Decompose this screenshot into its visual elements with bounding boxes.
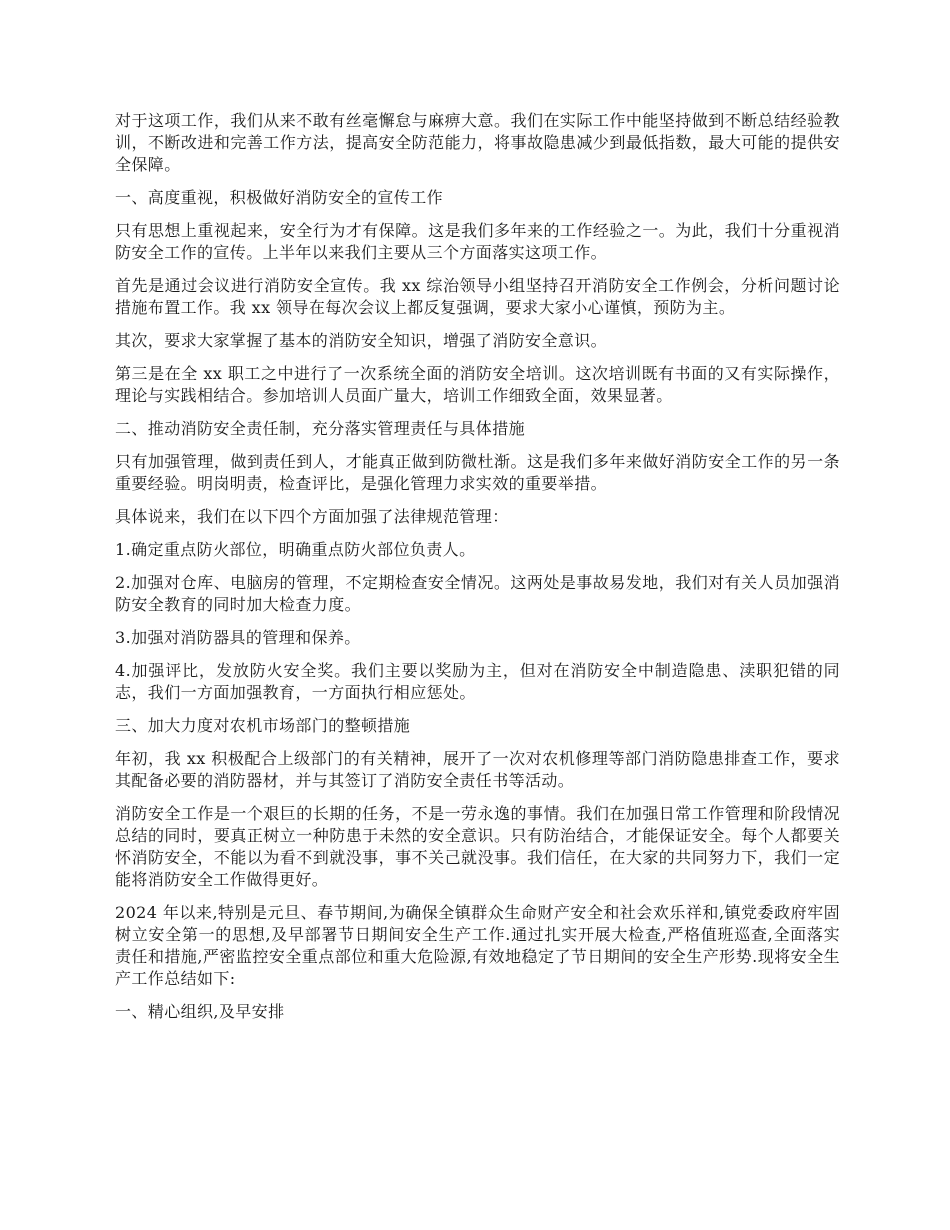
section-heading-2: 二、推动消防安全责任制，充分落实管理责任与具体措施 bbox=[115, 419, 526, 438]
paragraph: 年初，我 xx 积极配合上级部门的有关精神，展开了一次对农机修理等部门消防隐患排查工作，要求其配备必要的消防器材，并与其签订了消防安全责任书等活动。 bbox=[115, 749, 840, 790]
list-item: 2.加强对仓库、电脑房的管理，不定期检查安全情况。这两处是事故易发地，我们对有关人员加强消防安全教育的同时加大检查力度。 bbox=[115, 573, 840, 614]
section-heading-4: 一、精心组织,及早安排 bbox=[115, 1002, 285, 1021]
paragraph-intro: 对于这项工作，我们从来不敢有丝毫懈怠与麻痹大意。我们在实际工作中能坚持做到不断总结经验教训，不断改进和完善工作方法，提高安全防范能力，将事故隐患减少到最低指数，最大可能的提供安全保障。 bbox=[115, 111, 840, 174]
paragraph: 消防安全工作是一个艰巨的长期的任务，不是一劳永逸的事情。我们在加强日常工作管理和阶段情况总结的同时，要真正树立一种防患于未然的安全意识。只有防治结合，才能保证安全。每个人都要关怀消防安全，不能以为看不到就没事，事不关己就没事。我们信任，在大家的共同努力下，我们一定能将消防安全工作做得更好。 bbox=[115, 804, 840, 889]
paragraph: 具体说来，我们在以下四个方面加强了法律规范管理： bbox=[115, 507, 509, 526]
section-heading-3: 三、加大力度对农机市场部门的整顿措施 bbox=[115, 716, 411, 735]
paragraph: 只有加强管理，做到责任到人，才能真正做到防微杜渐。这是我们多年来做好消防安全工作的另一条重要经验。明岗明责，检查评比，是强化管理力求实效的重要举措。 bbox=[115, 452, 840, 493]
paragraph: 其次，要求大家掌握了基本的消防安全知识，增强了消防安全意识。 bbox=[115, 331, 608, 350]
document-body bbox=[115, 110, 840, 1034]
paragraph: 首先是通过会议进行消防安全宣传。我 xx 综治领导小组坚持召开消防安全工作例会，分析问题讨论措施布置工作。我 xx 领导在每次会议上都反复强调，要求大家小心谨慎，预防为主。 bbox=[115, 276, 840, 317]
section-heading-1: 一、高度重视，积极做好消防安全的宣传工作 bbox=[115, 188, 444, 207]
paragraph: 只有思想上重视起来，安全行为才有保障。这是我们多年来的工作经验之一。为此，我们十分重视消防安全工作的宣传。上半年以来我们主要从三个方面落实这项工作。 bbox=[115, 221, 840, 262]
list-item: 3.加强对消防器具的管理和保养。 bbox=[115, 628, 361, 647]
list-item: 1.确定重点防火部位，明确重点防火部位负责人。 bbox=[115, 540, 476, 559]
paragraph: 2024 年以来,特别是元旦、春节期间,为确保全镇群众生命财产安全和社会欢乐祥和,镇党委政府牢固树立安全第一的思想,及早部署节日期间安全生产工作.通过扎实开展大检查,严格值班巡查,全面落实责任和措施,严密监控安全重点部位和重大危险源,有效地稳定了节日期间的安全生产形势.现将安全生产工作总结如下: bbox=[115, 903, 840, 988]
paragraph: 第三是在全 xx 职工之中进行了一次系统全面的消防安全培训。这次培训既有书面的又有实际操作，理论与实践相结合。参加培训人员面广量大，培训工作细致全面，效果显著。 bbox=[115, 364, 840, 405]
list-item: 4.加强评比，发放防火安全奖。我们主要以奖励为主，但对在消防安全中制造隐患、渎职犯错的同志，我们一方面加强教育，一方面执行相应惩处。 bbox=[115, 661, 840, 702]
